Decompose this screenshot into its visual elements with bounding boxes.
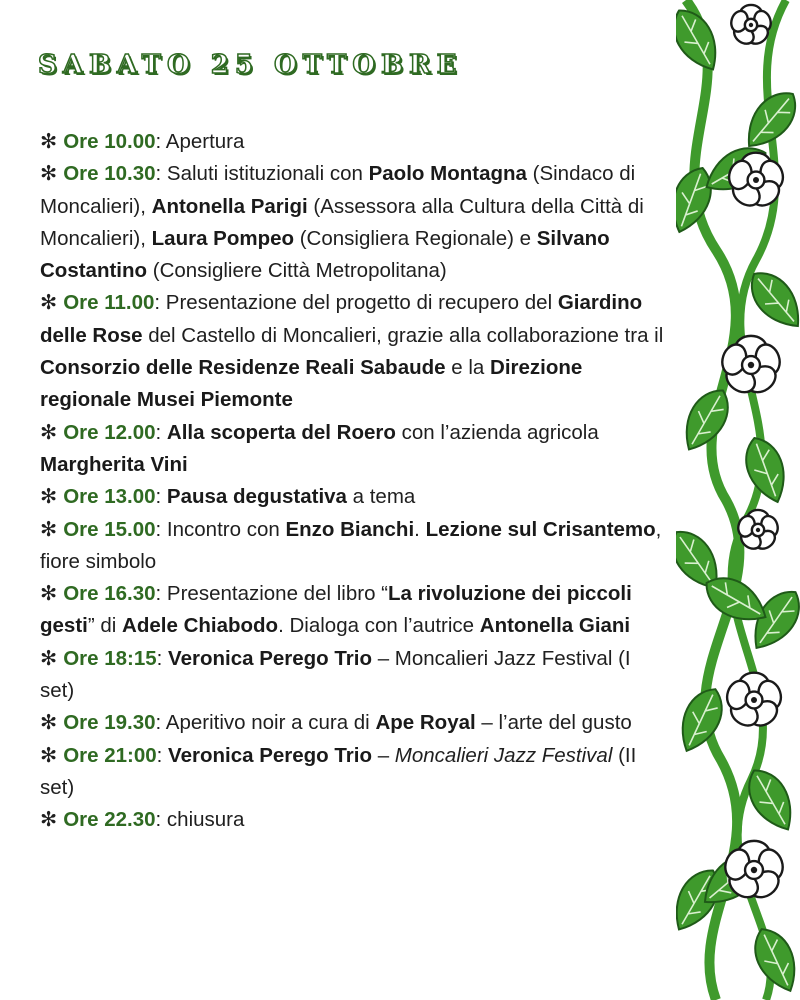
asterisk-icon: ✻ — [40, 711, 58, 735]
description-text: e la — [445, 356, 491, 380]
highlighted-text: Antonella Giani — [479, 614, 631, 638]
schedule-time: Ore 10.00 — [63, 130, 156, 153]
highlighted-text: Consorzio delle Residenze Reali Sabaude — [40, 356, 446, 380]
time-separator: : — [154, 291, 166, 315]
highlighted-text: Direzione regionale Musei Piemonte — [40, 356, 583, 412]
description-text: – Moncalieri Jazz Festival (I set) — [40, 646, 631, 703]
asterisk-icon: ✻ — [40, 743, 58, 767]
schedule-time: Ore 15.00 — [63, 517, 156, 541]
highlighted-text: La rivoluzione dei piccoli gesti — [40, 582, 632, 638]
description-text: , fiore simbolo — [40, 517, 662, 573]
schedule-item — [40, 126, 670, 158]
description-text: (Assessora alla Cultura della Città di Moncalieri), — [40, 194, 644, 250]
schedule-time: Ore 13.00 — [63, 485, 156, 509]
highlighted-text: Laura Pompeo — [151, 226, 295, 250]
highlighted-text: Alla scoperta del Roero — [166, 420, 396, 444]
description-text: Aperitivo noir a cura di — [165, 711, 376, 735]
schedule-item — [40, 514, 670, 579]
schedule-time: Ore 19.30 — [63, 711, 156, 735]
highlighted-text: Paolo Montagna — [368, 162, 527, 186]
highlighted-text: Silvano Costantino — [40, 226, 610, 283]
time-separator: : — [155, 711, 166, 735]
time-separator: : — [155, 582, 167, 606]
description-text: (II set) — [40, 743, 637, 799]
asterisk-icon: ✻ — [40, 646, 58, 670]
schedule-item — [40, 417, 670, 482]
description-text: – — [372, 743, 395, 767]
description-text: . — [414, 517, 426, 541]
schedule-time: Ore 11.00 — [63, 291, 155, 315]
description-text: (Sindaco di Moncalieri), — [40, 162, 636, 218]
time-separator: : — [155, 808, 167, 832]
schedule-item — [40, 740, 670, 805]
schedule-item — [40, 804, 670, 836]
description-text: a tema — [346, 485, 416, 509]
highlighted-text: Ape Royal — [375, 711, 476, 735]
schedule-time: Ore 21:00 — [63, 743, 157, 767]
asterisk-icon: ✻ — [40, 485, 58, 509]
highlighted-text: Enzo Bianchi — [285, 517, 415, 541]
time-separator: : — [155, 485, 167, 509]
page-title: SABATO 25 OTTOBRE — [38, 50, 463, 80]
asterisk-icon: ✻ — [40, 162, 58, 186]
highlighted-text: Pausa degustativa — [166, 485, 347, 509]
description-text: chiusura — [166, 808, 245, 832]
schedule-time: Ore 10.30 — [63, 162, 156, 186]
time-separator: : — [156, 646, 169, 670]
description-text: Presentazione del libro “ — [166, 582, 388, 606]
description-text: (Consigliera Regionale) e — [294, 226, 537, 250]
time-separator: : — [156, 743, 169, 767]
time-separator: : — [155, 162, 167, 186]
highlighted-text: Margherita Vini — [40, 452, 188, 476]
highlighted-text: Lezione sul Crisantemo — [425, 517, 656, 541]
description-text: ” di — [87, 614, 123, 638]
description-text: Saluti istituzionali con — [166, 162, 369, 186]
schedule-list — [40, 126, 670, 837]
asterisk-icon: ✻ — [40, 291, 58, 315]
schedule-time: Ore 12.00 — [63, 420, 156, 444]
floral-ornament-icon — [676, 0, 800, 1000]
description-text: Presentazione del progetto di recupero del — [165, 291, 558, 315]
schedule-item — [40, 643, 670, 708]
description-text: . Dialoga con l’autrice — [278, 614, 480, 638]
asterisk-icon: ✻ — [40, 582, 58, 606]
schedule-time: Ore 16.30 — [63, 582, 156, 606]
schedule-time: Ore 18:15 — [63, 646, 157, 670]
description-text: Incontro con — [166, 517, 286, 541]
time-separator: : — [155, 517, 167, 541]
description-text: (Consigliere Città Metropolitana) — [147, 259, 447, 283]
schedule-item — [40, 707, 670, 739]
schedule-item — [40, 481, 670, 513]
asterisk-icon: ✻ — [40, 130, 58, 153]
asterisk-icon: ✻ — [40, 420, 58, 444]
description-text: con l’azienda agricola — [395, 420, 599, 444]
asterisk-icon: ✻ — [40, 517, 58, 541]
description-text: del Castello di Moncalieri, grazie alla collaborazione tra il — [142, 323, 664, 347]
schedule-time: Ore 22.30 — [63, 808, 156, 832]
time-separator: : — [155, 420, 167, 444]
highlighted-text: Giardino delle Rose — [40, 291, 643, 347]
highlighted-text: Veronica Perego Trio — [168, 646, 372, 670]
description-text: – l’arte del gusto — [475, 711, 632, 735]
highlighted-text: Veronica Perego Trio — [168, 743, 372, 767]
schedule-item — [40, 158, 670, 287]
time-separator: : — [155, 130, 166, 153]
asterisk-icon: ✻ — [40, 808, 58, 832]
description-text: Moncalieri Jazz Festival — [394, 743, 613, 767]
schedule-item — [40, 287, 670, 416]
schedule-item — [40, 578, 670, 643]
highlighted-text: Antonella Parigi — [151, 194, 308, 218]
description-text: Apertura — [165, 130, 245, 153]
highlighted-text: Adele Chiabodo — [122, 614, 279, 638]
